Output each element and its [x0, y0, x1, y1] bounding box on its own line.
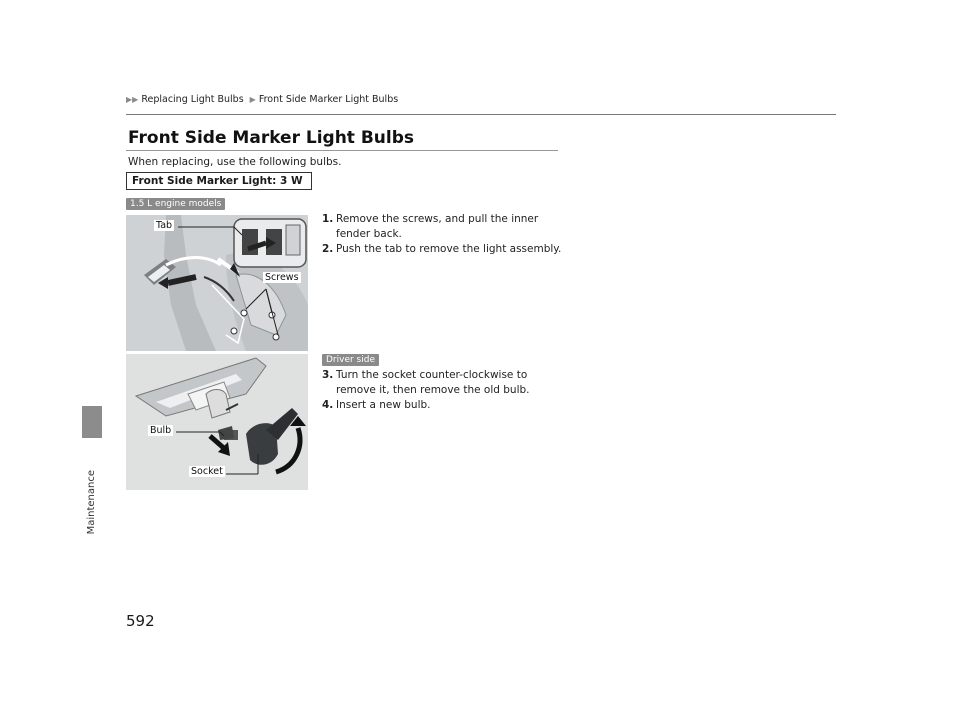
arrow-icon: ▶ — [249, 95, 256, 104]
page-title: Front Side Marker Light Bulbs — [128, 128, 415, 148]
screws-callout: Screws — [265, 272, 299, 283]
chapter-tab — [82, 406, 102, 438]
step-number: 1. — [322, 213, 334, 225]
intro-text: When replacing, use the following bulbs. — [128, 156, 342, 168]
breadcrumb-item-front-side-marker[interactable]: Front Side Marker Light Bulbs — [258, 94, 399, 105]
step-text: Push the tab to remove the light assembly. — [336, 243, 562, 255]
tab-callout: Tab — [156, 220, 173, 231]
bulb-callout: Bulb — [150, 425, 172, 436]
step-number: 4. — [322, 399, 334, 411]
bulb-spec-box: Front Side Marker Light: 3 W — [126, 172, 312, 190]
step-number: 2. — [322, 243, 334, 255]
page-number: 592 — [126, 612, 155, 630]
header-rule — [126, 114, 836, 115]
engine-model-tag: 1.5 L engine models — [126, 198, 225, 210]
step-2 — [322, 242, 562, 257]
step-text: Turn the socket counter-clockwise to remove it, then remove the old bulb. — [336, 369, 530, 396]
step-3 — [322, 368, 562, 398]
fender-drawing — [126, 215, 308, 351]
step-text: Insert a new bulb. — [336, 399, 431, 411]
steps-list-2 — [322, 368, 562, 413]
fender-illustration — [126, 215, 308, 351]
breadcrumb-item-replacing-light-bulbs[interactable]: Replacing Light Bulbs — [141, 94, 244, 105]
socket-callout: Socket — [191, 466, 223, 477]
steps-list-1 — [322, 212, 562, 257]
step-1 — [322, 212, 562, 242]
driver-side-tag: Driver side — [322, 354, 379, 366]
step-text: Remove the screws, and pull the inner fender back. — [336, 213, 539, 240]
step-4 — [322, 398, 562, 413]
title-rule — [126, 150, 558, 151]
double-arrow-icon: ▶▶ — [126, 95, 139, 104]
step-number: 3. — [322, 369, 334, 381]
chapter-label: Maintenance — [86, 470, 97, 535]
breadcrumb — [126, 94, 398, 105]
